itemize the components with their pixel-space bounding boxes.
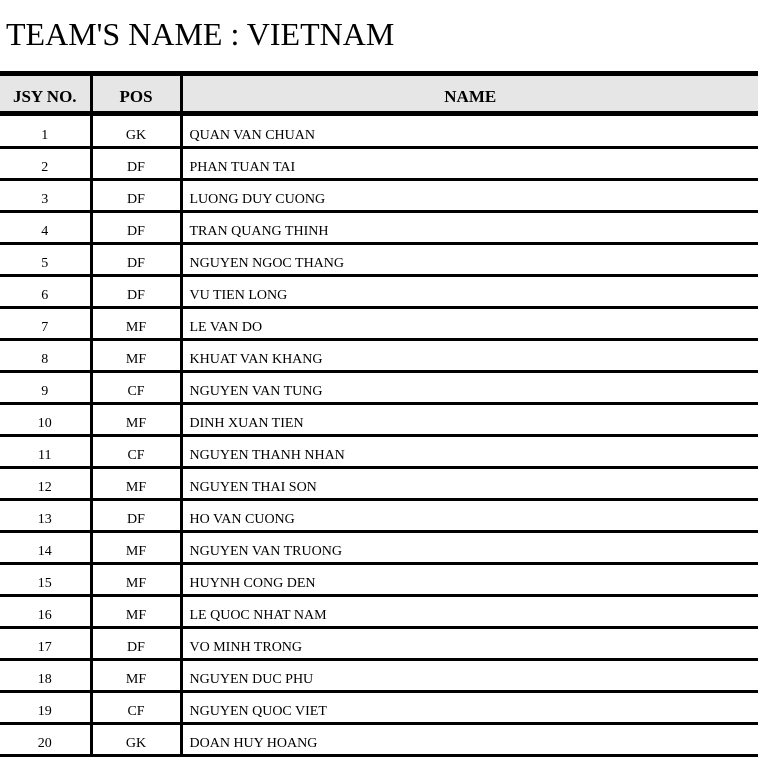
position-cell: MF [91, 468, 181, 500]
position-cell: MF [91, 564, 181, 596]
table-row [0, 436, 758, 468]
jersey-number-cell: 16 [0, 596, 91, 628]
table-row [0, 340, 758, 372]
table-row [0, 692, 758, 724]
position-cell: MF [91, 596, 181, 628]
jersey-number-cell: 8 [0, 340, 91, 372]
position-cell: GK [91, 724, 181, 756]
roster-table [0, 71, 758, 757]
player-name-cell: NGUYEN QUOC VIET [181, 692, 758, 724]
table-row [0, 532, 758, 564]
player-name-cell: NGUYEN DUC PHU [181, 660, 758, 692]
jersey-number-cell: 15 [0, 564, 91, 596]
table-row [0, 244, 758, 276]
position-cell: DF [91, 276, 181, 308]
jersey-number-cell: 14 [0, 532, 91, 564]
position-cell: CF [91, 436, 181, 468]
table-row [0, 404, 758, 436]
jersey-number-cell: 1 [0, 114, 91, 148]
position-cell: DF [91, 244, 181, 276]
position-cell: MF [91, 308, 181, 340]
jersey-number-cell: 2 [0, 148, 91, 180]
table-row [0, 660, 758, 692]
jersey-number-cell: 13 [0, 500, 91, 532]
jersey-number-cell: 11 [0, 436, 91, 468]
position-cell: DF [91, 500, 181, 532]
position-cell: CF [91, 372, 181, 404]
jersey-number-cell: 12 [0, 468, 91, 500]
column-header-jsy: JSY NO. [0, 74, 91, 114]
table-row [0, 500, 758, 532]
player-name-cell: NGUYEN THAI SON [181, 468, 758, 500]
jersey-number-cell: 17 [0, 628, 91, 660]
position-cell: DF [91, 212, 181, 244]
player-name-cell: LE VAN DO [181, 308, 758, 340]
jersey-number-cell: 6 [0, 276, 91, 308]
table-row [0, 628, 758, 660]
table-row [0, 212, 758, 244]
jersey-number-cell: 18 [0, 660, 91, 692]
player-name-cell: VO MINH TRONG [181, 628, 758, 660]
table-row [0, 468, 758, 500]
player-name-cell: HO VAN CUONG [181, 500, 758, 532]
position-cell: DF [91, 148, 181, 180]
jersey-number-cell: 19 [0, 692, 91, 724]
table-row [0, 308, 758, 340]
player-name-cell: TRAN QUANG THINH [181, 212, 758, 244]
column-header-pos: POS [91, 74, 181, 114]
table-row [0, 114, 758, 148]
column-header-name: NAME [181, 74, 758, 114]
player-name-cell: VU TIEN LONG [181, 276, 758, 308]
jersey-number-cell: 9 [0, 372, 91, 404]
position-cell: MF [91, 660, 181, 692]
player-name-cell: PHAN TUAN TAI [181, 148, 758, 180]
player-name-cell: QUAN VAN CHUAN [181, 114, 758, 148]
player-name-cell: KHUAT VAN KHANG [181, 340, 758, 372]
table-row [0, 596, 758, 628]
position-cell: DF [91, 180, 181, 212]
player-name-cell: HUYNH CONG DEN [181, 564, 758, 596]
position-cell: MF [91, 532, 181, 564]
jersey-number-cell: 20 [0, 724, 91, 756]
player-name-cell: NGUYEN VAN TRUONG [181, 532, 758, 564]
jersey-number-cell: 10 [0, 404, 91, 436]
position-cell: MF [91, 404, 181, 436]
player-name-cell: NGUYEN NGOC THANG [181, 244, 758, 276]
player-name-cell: LUONG DUY CUONG [181, 180, 758, 212]
position-cell: MF [91, 340, 181, 372]
jersey-number-cell: 5 [0, 244, 91, 276]
jersey-number-cell: 4 [0, 212, 91, 244]
player-name-cell: NGUYEN THANH NHAN [181, 436, 758, 468]
jersey-number-cell: 3 [0, 180, 91, 212]
player-name-cell: DINH XUAN TIEN [181, 404, 758, 436]
table-row [0, 564, 758, 596]
team-title: TEAM'S NAME : VIETNAM [6, 16, 395, 52]
header-row [0, 74, 758, 114]
table-row [0, 148, 758, 180]
position-cell: GK [91, 114, 181, 148]
player-name-cell: DOAN HUY HOANG [181, 724, 758, 756]
player-name-cell: LE QUOC NHAT NAM [181, 596, 758, 628]
table-row [0, 276, 758, 308]
position-cell: CF [91, 692, 181, 724]
table-row [0, 724, 758, 756]
player-name-cell: NGUYEN VAN TUNG [181, 372, 758, 404]
position-cell: DF [91, 628, 181, 660]
table-row [0, 372, 758, 404]
jersey-number-cell: 7 [0, 308, 91, 340]
table-row [0, 180, 758, 212]
